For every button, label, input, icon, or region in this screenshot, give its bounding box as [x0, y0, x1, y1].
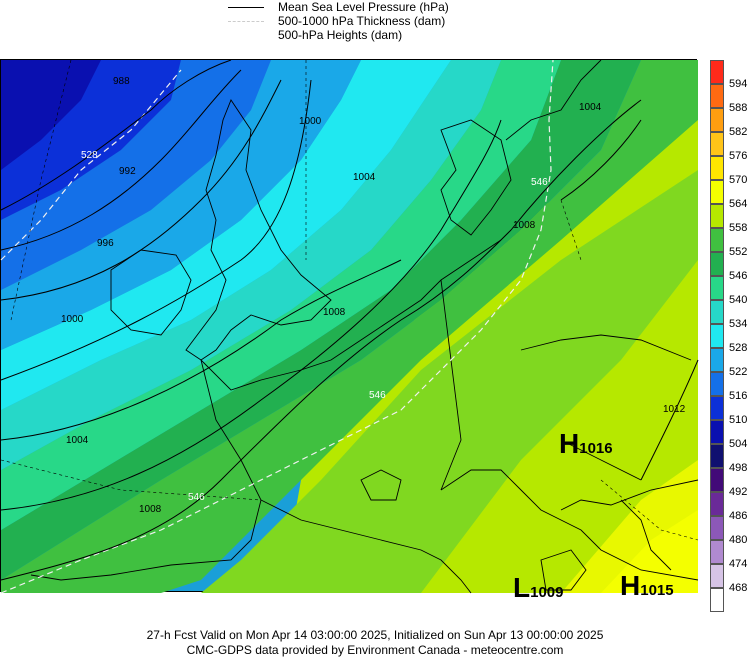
isobar-label: 1008: [139, 504, 162, 515]
isobar-label: 1008: [513, 220, 536, 231]
forecast-valid-text: 27-h Fcst Valid on Mon Apr 14 03:00:00 2025, Initialized on Sun Apr 13 00:00:00 2025: [146, 628, 604, 642]
colorbar-swatch: [710, 60, 724, 84]
isobar-label: 1004: [66, 435, 89, 446]
colorbar-swatch: [710, 588, 724, 612]
colorbar-label: 552: [729, 246, 748, 258]
isobar-label: 992: [119, 166, 136, 177]
colorbar-swatch: [710, 540, 724, 564]
colorbar-label: 582: [729, 126, 748, 138]
colorbar-label: 510: [729, 414, 748, 426]
colorbar-label: 558: [729, 222, 748, 234]
colorbar-swatch: [710, 156, 724, 180]
isobar-label: 1012: [663, 404, 686, 415]
colorbar-swatch: [710, 132, 724, 156]
colorbar-label: 534: [729, 318, 748, 330]
colorbar-label: 594: [729, 78, 748, 90]
map-canvas: [1, 60, 698, 593]
colorbar-label: 486: [729, 510, 748, 522]
colorbar-label: 576: [729, 150, 748, 162]
map-legend: [228, 0, 528, 44]
colorbar-swatch: [710, 492, 724, 516]
colorbar-label: 480: [729, 534, 748, 546]
data-credit-text: CMC-GDPS data provided by Environment Canada - meteocentre.com: [186, 643, 564, 657]
colorbar-swatch: [710, 348, 724, 372]
colorbar-label: 540: [729, 294, 748, 306]
colorbar-label: 504: [729, 438, 748, 450]
colorbar-swatch: [710, 300, 724, 324]
pressure-center-low: L1009: [513, 572, 564, 603]
colorbar-swatch: [710, 564, 724, 588]
colorbar-swatch: [710, 396, 724, 420]
colorbar-swatch: [710, 516, 724, 540]
legend-item-mslp: Mean Sea Level Pressure (hPa): [228, 0, 449, 14]
isobar-label: 1000: [61, 314, 84, 325]
colorbar-swatch: [710, 84, 724, 108]
colorbar-label: 522: [729, 366, 748, 378]
pressure-center-high: H1015: [620, 570, 674, 601]
colorbar-label: 564: [729, 198, 748, 210]
isobar-label: 988: [113, 76, 130, 87]
thickness-label: 546: [369, 390, 386, 401]
weather-map[interactable]: [0, 59, 697, 603]
legend-item-thickness: 500-1000 hPa Thickness (dam): [228, 14, 445, 28]
colorbar-label: 546: [729, 270, 748, 282]
colorbar-swatch: [710, 228, 724, 252]
isobar-label: 1004: [579, 102, 602, 113]
solid-line-icon: [228, 7, 264, 8]
colorbar-label: 498: [729, 462, 748, 474]
isobar-label: 1004: [353, 172, 376, 183]
height-colorbar: [710, 60, 750, 605]
isobar-label: 1008: [323, 307, 346, 318]
thickness-label: 546: [531, 177, 548, 188]
pressure-center-high: H1016: [559, 428, 613, 459]
colorbar-swatch: [710, 276, 724, 300]
colorbar-label: 528: [729, 342, 748, 354]
isobar-label: 1000: [299, 116, 322, 127]
thickness-label: 546: [188, 492, 205, 503]
colorbar-label: 474: [729, 558, 748, 570]
colorbar-label: 468: [729, 582, 748, 594]
thickness-label: 528: [81, 150, 98, 161]
colorbar-label: 570: [729, 174, 748, 186]
isobar-label: 996: [97, 238, 114, 249]
legend-item-heights: 500-hPa Heights (dam): [278, 28, 403, 42]
colorbar-swatch: [710, 108, 724, 132]
colorbar-swatch: [710, 252, 724, 276]
colorbar-label: 516: [729, 390, 748, 402]
colorbar-swatch: [710, 180, 724, 204]
colorbar-swatch: [710, 372, 724, 396]
colorbar-swatch: [710, 204, 724, 228]
colorbar-swatch: [710, 420, 724, 444]
colorbar-swatch: [710, 444, 724, 468]
colorbar-swatch: [710, 324, 724, 348]
colorbar-swatch: [710, 468, 724, 492]
dashed-line-icon: [228, 21, 264, 22]
colorbar-label: 588: [729, 102, 748, 114]
colorbar-label: 492: [729, 486, 748, 498]
